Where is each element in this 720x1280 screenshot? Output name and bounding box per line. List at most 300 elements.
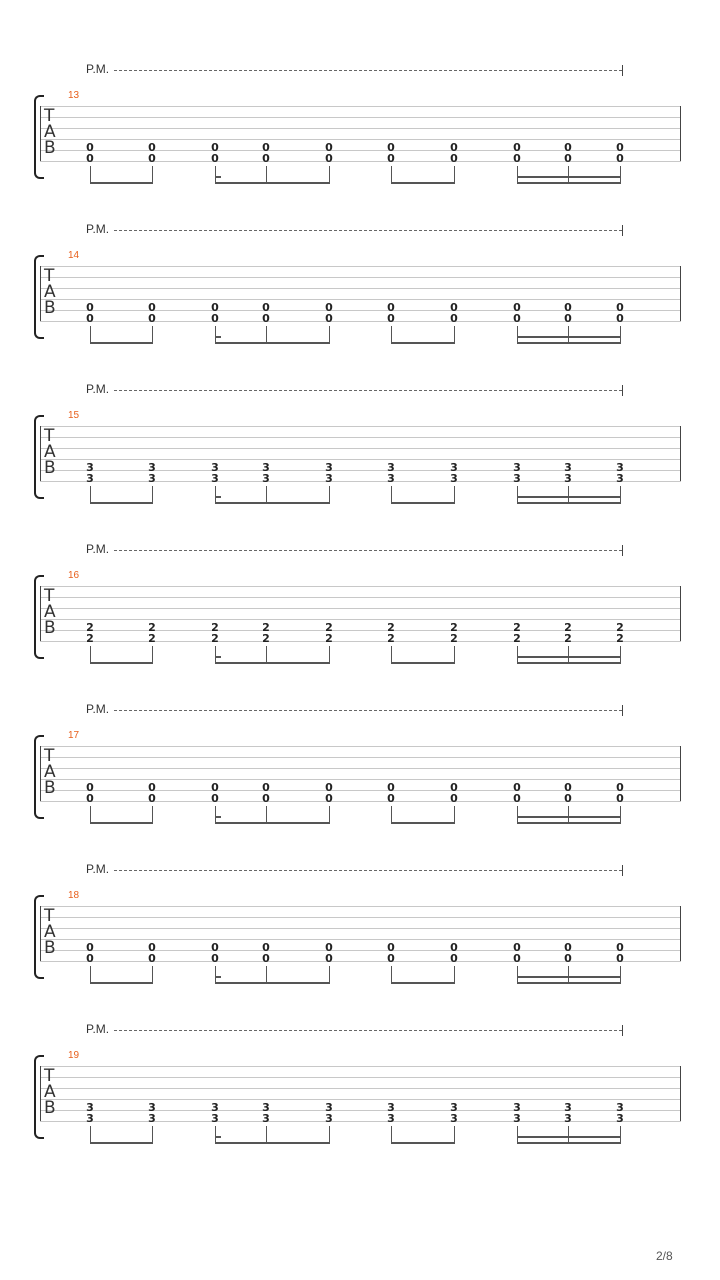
secondary-beam	[517, 336, 621, 338]
palm-mute-end-tick	[622, 65, 623, 76]
fret-number: 2	[616, 621, 624, 634]
fret-number: 0	[86, 152, 94, 165]
beam	[215, 342, 330, 344]
beam	[90, 662, 153, 664]
tab-clef-letter: T	[44, 906, 55, 926]
fret-number: 0	[513, 301, 521, 314]
tab-clef-letter: B	[44, 298, 56, 318]
staff-line	[40, 106, 681, 107]
fret-number: 0	[148, 781, 156, 794]
fret-number: 0	[616, 312, 624, 325]
fret-number: 0	[564, 792, 572, 805]
tab-system	[0, 222, 720, 382]
barline-end	[680, 746, 681, 801]
fret-number: 0	[513, 792, 521, 805]
tab-system	[0, 1022, 720, 1182]
fret-number: 3	[513, 1112, 521, 1125]
staff-line	[40, 1066, 681, 1067]
fret-number: 2	[450, 621, 458, 634]
beam	[90, 182, 153, 184]
beam	[215, 822, 330, 824]
staff-line	[40, 1099, 681, 1100]
fret-number: 3	[450, 461, 458, 474]
staff-line	[40, 1121, 681, 1122]
tab-clef-letter: A	[44, 762, 56, 782]
fret-number: 0	[564, 312, 572, 325]
fret-number: 3	[513, 472, 521, 485]
fret-number: 0	[616, 941, 624, 954]
staff-line	[40, 299, 681, 300]
staff-line	[40, 801, 681, 802]
staff-line	[40, 950, 681, 951]
fret-number: 0	[616, 301, 624, 314]
palm-mute-dashed-line	[114, 870, 622, 871]
fret-number: 0	[325, 781, 333, 794]
tab-clef-letter: B	[44, 138, 56, 158]
beam	[391, 182, 455, 184]
secondary-beam	[517, 656, 621, 658]
fret-number: 3	[387, 1112, 395, 1125]
fret-number: 0	[450, 792, 458, 805]
fret-number: 0	[211, 301, 219, 314]
fret-number: 0	[211, 152, 219, 165]
beam	[517, 1142, 621, 1144]
staff-line	[40, 619, 681, 620]
fret-number: 0	[450, 312, 458, 325]
staff-line	[40, 768, 681, 769]
fret-number: 3	[564, 461, 572, 474]
palm-mute-end-tick	[622, 225, 623, 236]
palm-mute-dashed-line	[114, 550, 622, 551]
barline-start	[40, 1066, 41, 1121]
barline-start	[40, 906, 41, 961]
fret-number: 2	[564, 621, 572, 634]
fret-number: 3	[616, 461, 624, 474]
fret-number: 2	[86, 632, 94, 645]
tab-staff	[40, 1066, 681, 1121]
beam-hook	[215, 496, 221, 498]
measure-number: 19	[68, 1050, 80, 1061]
fret-number: 0	[211, 312, 219, 325]
fret-number: 0	[513, 152, 521, 165]
fret-number: 3	[262, 1112, 270, 1125]
fret-number: 0	[616, 792, 624, 805]
measure-number: 18	[68, 890, 80, 901]
palm-mute-end-tick	[622, 865, 623, 876]
fret-number: 3	[86, 461, 94, 474]
palm-mute-end-tick	[622, 545, 623, 556]
fret-number: 0	[513, 952, 521, 965]
fret-number: 0	[616, 152, 624, 165]
staff-line	[40, 470, 681, 471]
tab-clef-letter: A	[44, 122, 56, 142]
fret-number: 0	[148, 141, 156, 154]
fret-number: 0	[86, 941, 94, 954]
palm-mute-label: P.M.	[86, 862, 110, 876]
fret-number: 0	[148, 952, 156, 965]
fret-number: 3	[86, 1112, 94, 1125]
staff-line	[40, 448, 681, 449]
fret-number: 3	[564, 472, 572, 485]
tab-staff	[40, 426, 681, 481]
staff-line	[40, 128, 681, 129]
staff-line	[40, 459, 681, 460]
secondary-beam	[517, 816, 621, 818]
fret-number: 0	[387, 941, 395, 954]
beam-hook	[215, 336, 221, 338]
staff-line	[40, 757, 681, 758]
beam	[517, 182, 621, 184]
beam	[517, 982, 621, 984]
fret-number: 2	[387, 621, 395, 634]
fret-number: 0	[86, 141, 94, 154]
beam	[90, 342, 153, 344]
fret-number: 3	[325, 461, 333, 474]
staff-line	[40, 117, 681, 118]
fret-number: 0	[262, 312, 270, 325]
tab-clef-letter: T	[44, 266, 55, 286]
fret-number: 2	[86, 621, 94, 634]
fret-number: 0	[148, 152, 156, 165]
secondary-beam	[517, 496, 621, 498]
fret-number: 3	[616, 472, 624, 485]
measure-number: 14	[68, 250, 80, 261]
fret-number: 0	[564, 952, 572, 965]
staff-line	[40, 586, 681, 587]
tab-system	[0, 862, 720, 1022]
fret-number: 3	[148, 461, 156, 474]
fret-number: 3	[148, 1101, 156, 1114]
fret-number: 0	[513, 781, 521, 794]
fret-number: 0	[450, 952, 458, 965]
beam	[90, 1142, 153, 1144]
beam-hook	[215, 656, 221, 658]
fret-number: 0	[325, 952, 333, 965]
staff-line	[40, 641, 681, 642]
fret-number: 0	[86, 312, 94, 325]
barline-end	[680, 586, 681, 641]
beam-hook	[215, 976, 221, 978]
fret-number: 3	[211, 1112, 219, 1125]
fret-number: 3	[387, 461, 395, 474]
tab-clef-letter: T	[44, 106, 55, 126]
fret-number: 0	[148, 941, 156, 954]
fret-number: 2	[148, 621, 156, 634]
fret-number: 2	[148, 632, 156, 645]
barline-start	[40, 106, 41, 161]
palm-mute-label: P.M.	[86, 702, 110, 716]
fret-number: 2	[513, 621, 521, 634]
staff-line	[40, 321, 681, 322]
beam	[391, 1142, 455, 1144]
fret-number: 0	[564, 301, 572, 314]
tab-clef-letter: A	[44, 922, 56, 942]
fret-number: 3	[262, 461, 270, 474]
fret-number: 0	[211, 141, 219, 154]
tab-clef-letter: A	[44, 442, 56, 462]
tab-staff	[40, 906, 681, 961]
staff-line	[40, 139, 681, 140]
fret-number: 0	[450, 301, 458, 314]
fret-number: 0	[387, 312, 395, 325]
beam-hook	[215, 816, 221, 818]
fret-number: 0	[325, 312, 333, 325]
palm-mute-end-tick	[622, 385, 623, 396]
fret-number: 0	[148, 792, 156, 805]
fret-number: 3	[564, 1112, 572, 1125]
beam	[215, 1142, 330, 1144]
fret-number: 0	[387, 952, 395, 965]
fret-number: 0	[86, 781, 94, 794]
fret-number: 0	[86, 301, 94, 314]
staff-line	[40, 288, 681, 289]
fret-number: 0	[564, 941, 572, 954]
palm-mute-dashed-line	[114, 710, 622, 711]
fret-number: 2	[325, 632, 333, 645]
tab-clef-letter: T	[44, 1066, 55, 1086]
beam-hook	[215, 176, 221, 178]
tab-system	[0, 62, 720, 222]
beam-hook	[215, 1136, 221, 1138]
fret-number: 0	[148, 312, 156, 325]
fret-number: 0	[148, 301, 156, 314]
fret-number: 3	[616, 1112, 624, 1125]
fret-number: 0	[262, 781, 270, 794]
tab-clef-letter: B	[44, 618, 56, 638]
fret-number: 3	[450, 1112, 458, 1125]
beam	[215, 502, 330, 504]
beam	[90, 502, 153, 504]
beam	[517, 342, 621, 344]
barline-end	[680, 1066, 681, 1121]
tab-staff	[40, 266, 681, 321]
fret-number: 0	[262, 792, 270, 805]
fret-number: 3	[148, 472, 156, 485]
staff-line	[40, 277, 681, 278]
fret-number: 2	[387, 632, 395, 645]
fret-number: 3	[325, 1101, 333, 1114]
fret-number: 3	[387, 472, 395, 485]
staff-line	[40, 310, 681, 311]
fret-number: 0	[86, 792, 94, 805]
fret-number: 3	[262, 472, 270, 485]
tab-clef-letter: T	[44, 746, 55, 766]
measure-number: 16	[68, 570, 80, 581]
fret-number: 0	[616, 141, 624, 154]
fret-number: 2	[211, 632, 219, 645]
fret-number: 0	[325, 792, 333, 805]
palm-mute-dashed-line	[114, 70, 622, 71]
tab-clef-letter: B	[44, 458, 56, 478]
fret-number: 0	[564, 141, 572, 154]
fret-number: 0	[387, 792, 395, 805]
fret-number: 0	[564, 152, 572, 165]
page-number: 2/8	[656, 1249, 673, 1263]
staff-line	[40, 790, 681, 791]
fret-number: 0	[564, 781, 572, 794]
fret-number: 3	[86, 1101, 94, 1114]
beam	[517, 822, 621, 824]
fret-number: 0	[616, 781, 624, 794]
fret-number: 3	[616, 1101, 624, 1114]
fret-number: 0	[450, 141, 458, 154]
beam	[90, 982, 153, 984]
staff-line	[40, 630, 681, 631]
tab-staff	[40, 106, 681, 161]
fret-number: 3	[513, 1101, 521, 1114]
fret-number: 0	[450, 941, 458, 954]
barline-end	[680, 426, 681, 481]
fret-number: 0	[211, 792, 219, 805]
fret-number: 0	[86, 952, 94, 965]
fret-number: 3	[211, 1101, 219, 1114]
barline-end	[680, 266, 681, 321]
barline-start	[40, 426, 41, 481]
fret-number: 0	[513, 312, 521, 325]
fret-number: 0	[262, 152, 270, 165]
staff-line	[40, 939, 681, 940]
tab-clef-letter: A	[44, 602, 56, 622]
beam	[90, 822, 153, 824]
palm-mute-label: P.M.	[86, 542, 110, 556]
beam	[517, 662, 621, 664]
fret-number: 3	[211, 472, 219, 485]
staff-line	[40, 161, 681, 162]
fret-number: 0	[325, 141, 333, 154]
tab-clef-letter: T	[44, 426, 55, 446]
staff-line	[40, 746, 681, 747]
fret-number: 0	[211, 941, 219, 954]
barline-start	[40, 746, 41, 801]
beam	[517, 502, 621, 504]
palm-mute-dashed-line	[114, 390, 622, 391]
staff-line	[40, 906, 681, 907]
barline-end	[680, 906, 681, 961]
fret-number: 0	[325, 301, 333, 314]
barline-end	[680, 106, 681, 161]
fret-number: 3	[450, 472, 458, 485]
fret-number: 0	[211, 781, 219, 794]
fret-number: 3	[262, 1101, 270, 1114]
fret-number: 0	[387, 301, 395, 314]
beam	[391, 502, 455, 504]
measure-number: 17	[68, 730, 80, 741]
beam	[215, 662, 330, 664]
tab-system	[0, 702, 720, 862]
staff-line	[40, 608, 681, 609]
palm-mute-dashed-line	[114, 1030, 622, 1031]
palm-mute-label: P.M.	[86, 382, 110, 396]
fret-number: 0	[387, 141, 395, 154]
fret-number: 0	[387, 781, 395, 794]
fret-number: 0	[325, 941, 333, 954]
palm-mute-end-tick	[622, 1025, 623, 1036]
staff-line	[40, 917, 681, 918]
staff-line	[40, 1077, 681, 1078]
fret-number: 3	[325, 472, 333, 485]
fret-number: 0	[325, 152, 333, 165]
tab-system	[0, 542, 720, 702]
secondary-beam	[517, 1136, 621, 1138]
secondary-beam	[517, 176, 621, 178]
beam	[215, 182, 330, 184]
fret-number: 0	[450, 781, 458, 794]
beam	[391, 342, 455, 344]
palm-mute-end-tick	[622, 705, 623, 716]
fret-number: 3	[325, 1112, 333, 1125]
tab-system	[0, 382, 720, 542]
staff-line	[40, 437, 681, 438]
staff-line	[40, 266, 681, 267]
staff-line	[40, 597, 681, 598]
beam	[215, 982, 330, 984]
fret-number: 2	[325, 621, 333, 634]
tab-staff	[40, 586, 681, 641]
fret-number: 3	[564, 1101, 572, 1114]
barline-start	[40, 266, 41, 321]
staff-line	[40, 426, 681, 427]
beam	[391, 662, 455, 664]
tab-clef-letter: T	[44, 586, 55, 606]
fret-number: 2	[450, 632, 458, 645]
tab-clef-letter: B	[44, 938, 56, 958]
staff-line	[40, 1088, 681, 1089]
fret-number: 2	[616, 632, 624, 645]
fret-number: 0	[262, 941, 270, 954]
fret-number: 2	[564, 632, 572, 645]
fret-number: 3	[86, 472, 94, 485]
staff-line	[40, 481, 681, 482]
secondary-beam	[517, 976, 621, 978]
fret-number: 2	[262, 632, 270, 645]
beam	[391, 982, 455, 984]
fret-number: 0	[262, 301, 270, 314]
palm-mute-label: P.M.	[86, 222, 110, 236]
barline-start	[40, 586, 41, 641]
fret-number: 0	[513, 941, 521, 954]
fret-number: 0	[262, 952, 270, 965]
measure-number: 13	[68, 90, 80, 101]
palm-mute-dashed-line	[114, 230, 622, 231]
staff-line	[40, 779, 681, 780]
fret-number: 3	[450, 1101, 458, 1114]
fret-number: 0	[387, 152, 395, 165]
fret-number: 2	[513, 632, 521, 645]
staff-line	[40, 150, 681, 151]
fret-number: 3	[211, 461, 219, 474]
staff-line	[40, 961, 681, 962]
tab-clef-letter: B	[44, 1098, 56, 1118]
tab-clef-letter: B	[44, 778, 56, 798]
fret-number: 0	[513, 141, 521, 154]
fret-number: 2	[211, 621, 219, 634]
fret-number: 3	[148, 1112, 156, 1125]
tab-clef-letter: A	[44, 1082, 56, 1102]
tab-staff	[40, 746, 681, 801]
beam	[391, 822, 455, 824]
palm-mute-label: P.M.	[86, 1022, 110, 1036]
measure-number: 15	[68, 410, 80, 421]
fret-number: 3	[387, 1101, 395, 1114]
fret-number: 2	[262, 621, 270, 634]
tab-clef-letter: A	[44, 282, 56, 302]
palm-mute-label: P.M.	[86, 62, 110, 76]
staff-line	[40, 928, 681, 929]
fret-number: 0	[450, 152, 458, 165]
fret-number: 0	[262, 141, 270, 154]
fret-number: 0	[616, 952, 624, 965]
staff-line	[40, 1110, 681, 1111]
